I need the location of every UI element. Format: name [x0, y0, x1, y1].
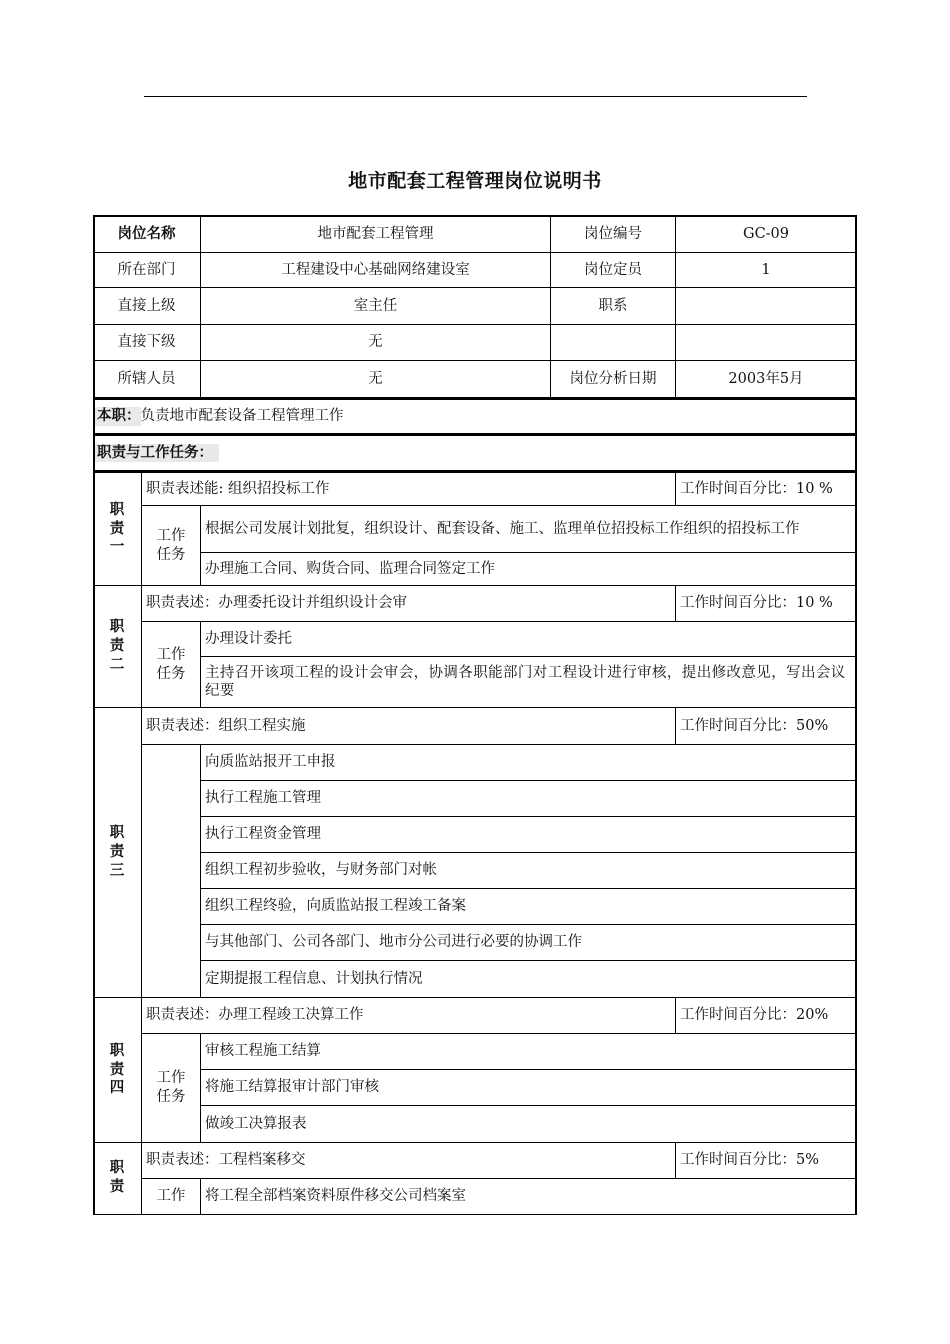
header-value [676, 288, 857, 325]
header-value: 无 [201, 361, 551, 398]
duty-time-percent: 工作时间百分比：20% [676, 998, 857, 1034]
task-item: 做竣工决算报表 [201, 1106, 857, 1143]
header-label: 直接下级 [93, 325, 201, 361]
document-title: 地市配套工程管理岗位说明书 [348, 170, 602, 192]
task-label [142, 622, 201, 708]
task-item: 组织工程终验，向质监站报工程竣工备案 [201, 889, 857, 925]
duty-name-char: 职 [109, 1042, 125, 1059]
duty-name-char: 责 [109, 638, 125, 655]
header-value: 2003年5月 [676, 361, 857, 398]
header-label: 岗位编号 [551, 217, 676, 253]
task-item: 组织工程初步验收，与财务部门对帐 [201, 853, 857, 889]
duty-description: 职责表述：组织工程实施 [142, 708, 676, 745]
header-label: 职系 [551, 288, 676, 325]
task-label [142, 745, 201, 998]
task-item: 将工程全部档案资料原件移交公司档案室 [201, 1179, 857, 1215]
duty-name [93, 998, 142, 1143]
duty-name-char: 责 [109, 1061, 125, 1078]
task-label [142, 506, 201, 586]
header-label: 岗位名称 [93, 217, 201, 253]
duty-name-char: 职 [109, 1160, 125, 1176]
task-label-text: 工作任务 [156, 646, 186, 682]
task-item: 办理施工合同、购货合同、监理合同签定工作 [201, 553, 857, 586]
duty-description: 职责表述：办理委托设计并组织设计会审 [142, 586, 676, 622]
duty-time-percent: 工作时间百分比：50% [676, 708, 857, 745]
header-label [551, 325, 676, 361]
task-item: 主持召开该项工程的设计会审会，协调各职能部门对工程设计进行审核，提出修改意见，写出会议纪要 [201, 657, 857, 708]
benzhi-row [93, 398, 857, 434]
duty-name [93, 1143, 142, 1215]
task-label-text: 工作任务 [156, 1070, 186, 1105]
duty-name-char: 职 [109, 501, 125, 518]
header-value: 工程建设中心基础网络建设室 [201, 253, 551, 288]
task-item: 定期提报工程信息、计划执行情况 [201, 961, 857, 998]
task-item: 审核工程施工结算 [201, 1034, 857, 1070]
duty-time-percent: 工作时间百分比：10 % [676, 586, 857, 622]
header-value: 地市配套工程管理 [201, 217, 551, 253]
task-item: 将施工结算报审计部门审核 [201, 1070, 857, 1106]
duty-name [93, 586, 142, 708]
header-value [676, 325, 857, 361]
task-label [142, 1179, 201, 1215]
task-label [142, 1034, 201, 1143]
duty-name-char: 职 [109, 825, 125, 842]
header-value: 无 [201, 325, 551, 361]
header-rule [144, 96, 807, 97]
duty-name-char: 三 [109, 862, 125, 879]
task-label-text: 工作 [156, 1188, 186, 1205]
benzhi-text: 负责地市配套设备工程管理工作 [140, 408, 344, 425]
duty-name-char: 职 [109, 619, 125, 636]
duty-name-char: 一 [109, 539, 125, 556]
task-item: 根据公司发展计划批复，组织设计、配套设备、施工、监理单位招投标工作组织的招投标工作 [201, 506, 857, 553]
duty-time-percent: 工作时间百分比：5% [676, 1143, 857, 1179]
duty-description: 职责表述：工程档案移交 [142, 1143, 676, 1179]
duty-description: 职责表述：办理工程竣工决算工作 [142, 998, 676, 1034]
header-label: 所辖人员 [93, 361, 201, 398]
duty-description: 职责表述能: 组织招投标工作 [142, 471, 676, 506]
task-item: 执行工程施工管理 [201, 781, 857, 817]
duty-time-percent: 工作时间百分比：10 % [676, 471, 857, 506]
duty-name-char: 责 [109, 520, 125, 537]
duties-heading: 职责与工作任务： [95, 444, 219, 462]
header-value: GC-09 [676, 217, 857, 253]
duty-name-char: 责 [109, 844, 125, 861]
duty-name-char: 责 [109, 1178, 125, 1195]
task-item: 与其他部门、公司各部门、地市分公司进行必要的协调工作 [201, 925, 857, 961]
task-label-text: 工作任务 [156, 527, 186, 563]
duty-name-char: 四 [109, 1080, 125, 1097]
benzhi-label: 本职： [97, 408, 141, 425]
header-label: 所在部门 [93, 253, 201, 288]
task-item: 向质监站报开工申报 [201, 745, 857, 781]
task-item: 办理设计委托 [201, 622, 857, 657]
header-value: 室主任 [201, 288, 551, 325]
header-label: 直接上级 [93, 288, 201, 325]
header-label: 岗位定员 [551, 253, 676, 288]
header-value: 1 [676, 253, 857, 288]
duty-name [93, 708, 142, 998]
duty-name-char: 二 [109, 656, 125, 673]
task-item: 执行工程资金管理 [201, 817, 857, 853]
duty-name [93, 471, 142, 586]
duties-heading-row [93, 434, 857, 471]
header-label: 岗位分析日期 [551, 361, 676, 398]
